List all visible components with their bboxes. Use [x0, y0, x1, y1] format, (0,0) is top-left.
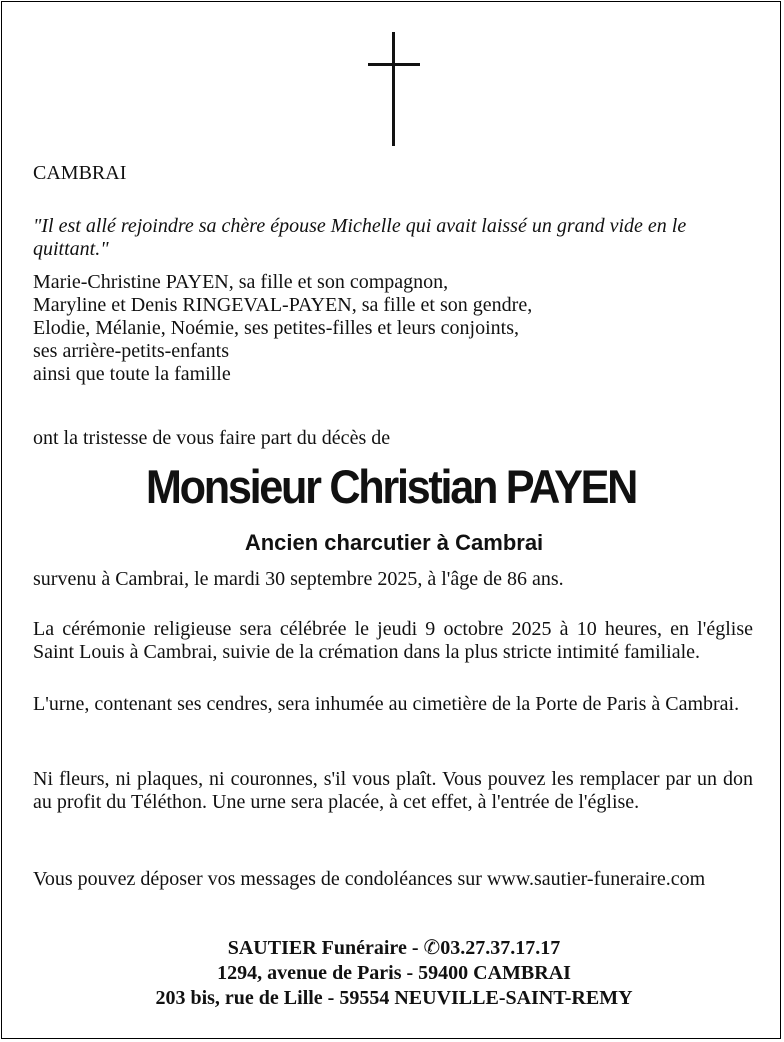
- condolences-paragraph: Vous pouvez déposer vos messages de condoléances sur www.sautier-funeraire.com: [33, 868, 706, 890]
- family-line: Elodie, Mélanie, Noémie, ses petites-filles et leurs conjoints,: [33, 317, 519, 339]
- funeral-home-address-1: 1294, avenue de Paris - 59400 CAMBRAI: [217, 962, 571, 984]
- profession: Ancien charcutier à Cambrai: [244, 530, 544, 555]
- deceased-name: Monsieur Christian PAYEN: [145, 460, 637, 513]
- funeral-home-name: SAUTIER Funéraire -: [227, 937, 424, 959]
- funeral-home-address-2: 203 bis, rue de Lille - 59554 NEUVILLE-SAINT-REMY: [155, 987, 633, 1009]
- family-line: Marie-Christine PAYEN, sa fille et son compagnon,: [33, 271, 449, 293]
- phone-icon: ✆: [423, 937, 441, 959]
- cross-icon: [368, 32, 420, 146]
- ceremony-paragraph: La cérémonie religieuse sera célébrée le jeudi 9 octobre 2025 à 10 heures, en l'église Saint Louis à Cambrai, suivie de la crémation dans la plus stricte intimité familiale.: [33, 618, 753, 663]
- quote: "Il est allé rejoindre sa chère épouse Michelle qui avait laissé un grand vide en le quittant.": [33, 215, 687, 260]
- city-heading: CAMBRAI: [33, 162, 127, 184]
- announcement: ont la tristesse de vous faire part du décès de: [33, 427, 391, 449]
- family-line: ainsi que toute la famille: [33, 363, 231, 385]
- family-line: ses arrière-petits-enfants: [33, 340, 230, 362]
- funeral-home-info: [2, 936, 784, 1011]
- death-details: survenu à Cambrai, le mardi 30 septembre 2025, à l'âge de 86 ans.: [33, 568, 564, 590]
- obituary-notice: [1, 1, 781, 1039]
- urn-paragraph: L'urne, contenant ses cendres, sera inhumée au cimetière de la Porte de Paris à Cambrai.: [33, 693, 740, 715]
- funeral-home-phone: 03.27.37.17.17: [440, 937, 561, 959]
- funeral-home-line: [2, 936, 784, 961]
- family-line: Maryline et Denis RINGEVAL-PAYEN, sa fille et son gendre,: [33, 294, 533, 316]
- flowers-paragraph: Ni fleurs, ni plaques, ni couronnes, s'il vous plaît. Vous pouvez les remplacer par un don au profit du Téléthon. Une urne sera placée, à cet effet, à l'entrée de l'église.: [33, 768, 753, 813]
- family-list: [33, 271, 753, 386]
